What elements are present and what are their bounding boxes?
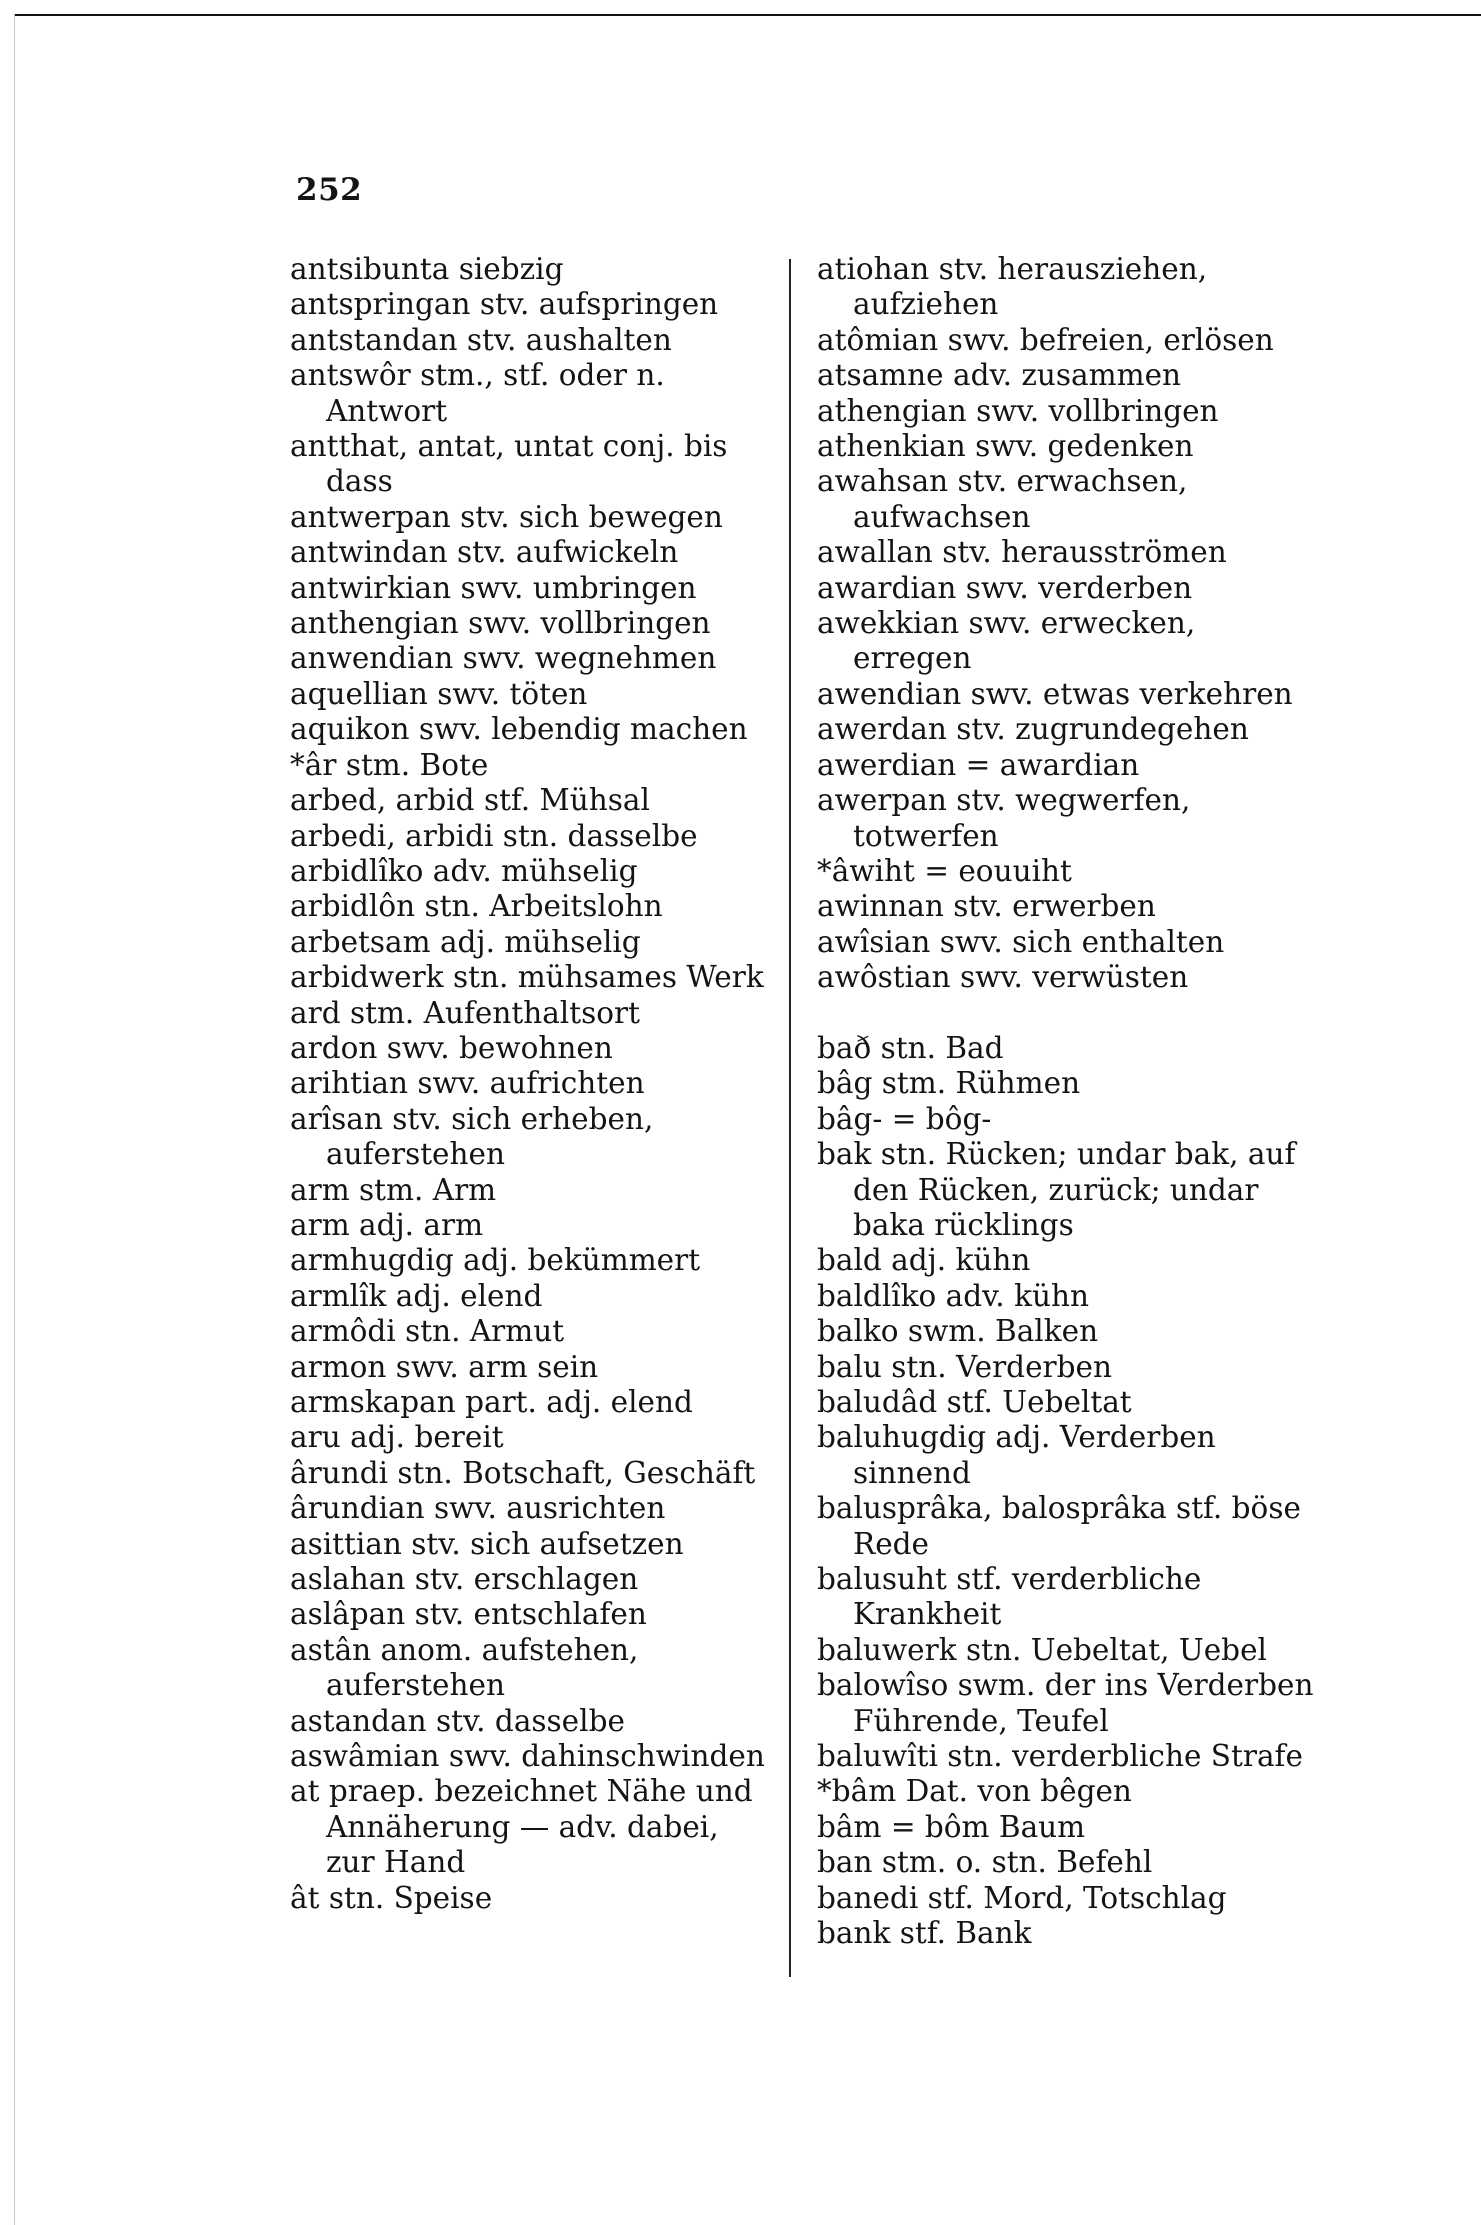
dictionary-entry: arbidwerk stn. mühsames Werk [290, 960, 764, 995]
dictionary-entry: antswôr stm., stf. oder n. Antwort [290, 358, 665, 428]
dictionary-entry: bald adj. kühn [817, 1243, 1031, 1278]
dictionary-entry: arihtian swv. aufrichten [290, 1066, 645, 1101]
dictionary-entry: arm adj. arm [290, 1207, 484, 1242]
dictionary-entry: aslahan stv. erschlagen [290, 1562, 639, 1597]
dictionary-entry: awîsian swv. sich enthalten [817, 924, 1225, 959]
dictionary-entry: astân anom. aufstehen, auferstehen [290, 1632, 639, 1703]
dictionary-entry: bak stn. Rücken; undar bak, auf den Rücken, zurück; undar baka rücklings [817, 1137, 1296, 1242]
dictionary-entry: ât stn. Speise [290, 1880, 493, 1915]
dictionary-entry: awôstian swv. verwüsten [817, 960, 1189, 995]
dictionary-entry: anthengian swv. vollbringen [290, 606, 711, 641]
dictionary-entry: ard stm. Aufenthaltsort [290, 995, 640, 1030]
page-left-edge [14, 14, 15, 2225]
dictionary-entry: atsamne adv. zusammen [817, 358, 1182, 393]
dictionary-entry: baludâd stf. Uebeltat [817, 1384, 1132, 1419]
dictionary-entry: *âr stm. Bote [290, 747, 489, 782]
dictionary-entry: antspringan stv. aufspringen [290, 287, 719, 322]
dictionary-entry: ardon swv. bewohnen [290, 1030, 613, 1065]
dictionary-entry: bað stn. Bad [817, 1030, 1004, 1065]
dictionary-entry: baluwîti stn. verderbliche Strafe [817, 1739, 1303, 1774]
dictionary-entry: athenkian swv. gedenken [817, 429, 1194, 464]
dictionary-entry: armhugdig adj. bekümmert [290, 1243, 701, 1278]
dictionary-entry: antwindan stv. aufwickeln [290, 535, 679, 570]
dictionary-entry: arbetsam adj. mühselig [290, 924, 641, 959]
left-column [290, 252, 774, 1916]
dictionary-entry: aru adj. bereit [290, 1420, 504, 1455]
dictionary-entry: ban stm. o. stn. Befehl [817, 1845, 1153, 1880]
dictionary-entry: antstandan stv. aushalten [290, 322, 672, 357]
dictionary-entry: anwendian swv. wegnehmen [290, 641, 717, 676]
dictionary-entry: *bâm Dat. von bêgen [817, 1774, 1132, 1809]
dictionary-entry: aquellian swv. töten [290, 676, 588, 711]
dictionary-entry: bâm = bôm Baum [817, 1809, 1086, 1844]
dictionary-entry: balowîso swm. der ins Verderben Führende, Teufel [817, 1668, 1314, 1738]
dictionary-entry: arbidlîko adv. mühselig [290, 853, 638, 888]
dictionary-entry: awerdan stv. zugrundegehen [817, 712, 1249, 747]
dictionary-entry: armôdi stn. Armut [290, 1314, 565, 1349]
dictionary-entry: asittian stv. sich aufsetzen [290, 1526, 684, 1561]
dictionary-entry: *âwiht = eouuiht [817, 853, 1072, 888]
dictionary-entry: awendian swv. etwas verkehren [817, 676, 1293, 711]
dictionary-entry: armon swv. arm sein [290, 1349, 599, 1384]
dictionary-entry: awerpan stv. wegwerfen, totwerfen [817, 783, 1191, 853]
right-column [817, 252, 1317, 1951]
dictionary-entry: antsibunta siebzig [290, 252, 564, 286]
dictionary-entry: arbed, arbid stf. Mühsal [290, 783, 650, 818]
dictionary-entry: at praep. bezeichnet Nähe und Annäherung — adv. dabei, zur Hand [290, 1774, 753, 1880]
dictionary-entry: balko swm. Balken [817, 1314, 1099, 1349]
dictionary-entry: ârundi stn. Botschaft, Geschäft [290, 1455, 756, 1490]
dictionary-entry: aslâpan stv. entschlafen [290, 1597, 647, 1632]
dictionary-entry: aquikon swv. lebendig machen [290, 712, 748, 747]
dictionary-entry: banedi stf. Mord, Totschlag [817, 1880, 1227, 1915]
dictionary-entry: atômian swv. befreien, erlösen [817, 322, 1274, 357]
dictionary-entry: balusuht stf. verderbliche Krankheit [817, 1562, 1202, 1632]
dictionary-entry: awardian swv. verderben [817, 570, 1193, 605]
dictionary-entry: baluwerk stn. Uebeltat, Uebel [817, 1632, 1267, 1667]
dictionary-entry: athengian swv. vollbringen [817, 393, 1219, 428]
dictionary-entry: antwirkian swv. umbringen [290, 570, 697, 605]
dictionary-entry: antwerpan stv. sich bewegen [290, 499, 723, 534]
page-number: 252 [296, 172, 363, 208]
dictionary-entry: baldlîko adv. kühn [817, 1278, 1089, 1313]
dictionary-entry: awallan stv. herausströmen [817, 535, 1227, 570]
dictionary-entry: balusprâka, balosprâka stf. böse Rede [817, 1491, 1301, 1561]
dictionary-entry: awekkian swv. erwecken, erregen [817, 606, 1196, 676]
dictionary-entry: ârundian swv. ausrichten [290, 1491, 666, 1526]
dictionary-entry: astandan stv. dasselbe [290, 1703, 625, 1738]
dictionary-entry: arm stm. Arm [290, 1172, 497, 1207]
dictionary-entry: armlîk adj. elend [290, 1278, 543, 1313]
section-break [817, 996, 1317, 1031]
dictionary-entry: arîsan stv. sich erheben, auferstehen [290, 1101, 654, 1172]
dictionary-entry: antthat, antat, untat conj. bis dass [290, 429, 728, 499]
page-top-edge [14, 14, 1481, 16]
dictionary-entry: arbedi, arbidi stn. dasselbe [290, 818, 698, 853]
dictionary-entry: arbidlôn stn. Arbeitslohn [290, 889, 663, 924]
dictionary-entry: baluhugdig adj. Verderben sinnend [817, 1420, 1216, 1490]
dictionary-entry: bank stf. Bank [817, 1916, 1032, 1951]
dictionary-entry: atiohan stv. herausziehen, aufziehen [817, 252, 1208, 322]
dictionary-entry: armskapan part. adj. elend [290, 1385, 693, 1419]
dictionary-entry: balu stn. Verderben [817, 1349, 1112, 1384]
dictionary-entry: bâg- = bôg- [817, 1101, 992, 1136]
dictionary-entry: awinnan stv. erwerben [817, 889, 1156, 924]
dictionary-entry: awerdian = awardian [817, 747, 1140, 782]
dictionary-entry: awahsan stv. erwachsen, aufwachsen [817, 464, 1188, 534]
column-divider [789, 259, 791, 1977]
dictionary-entry: bâg stm. Rühmen [817, 1066, 1081, 1101]
dictionary-entry: aswâmian swv. dahinschwinden [290, 1739, 765, 1774]
